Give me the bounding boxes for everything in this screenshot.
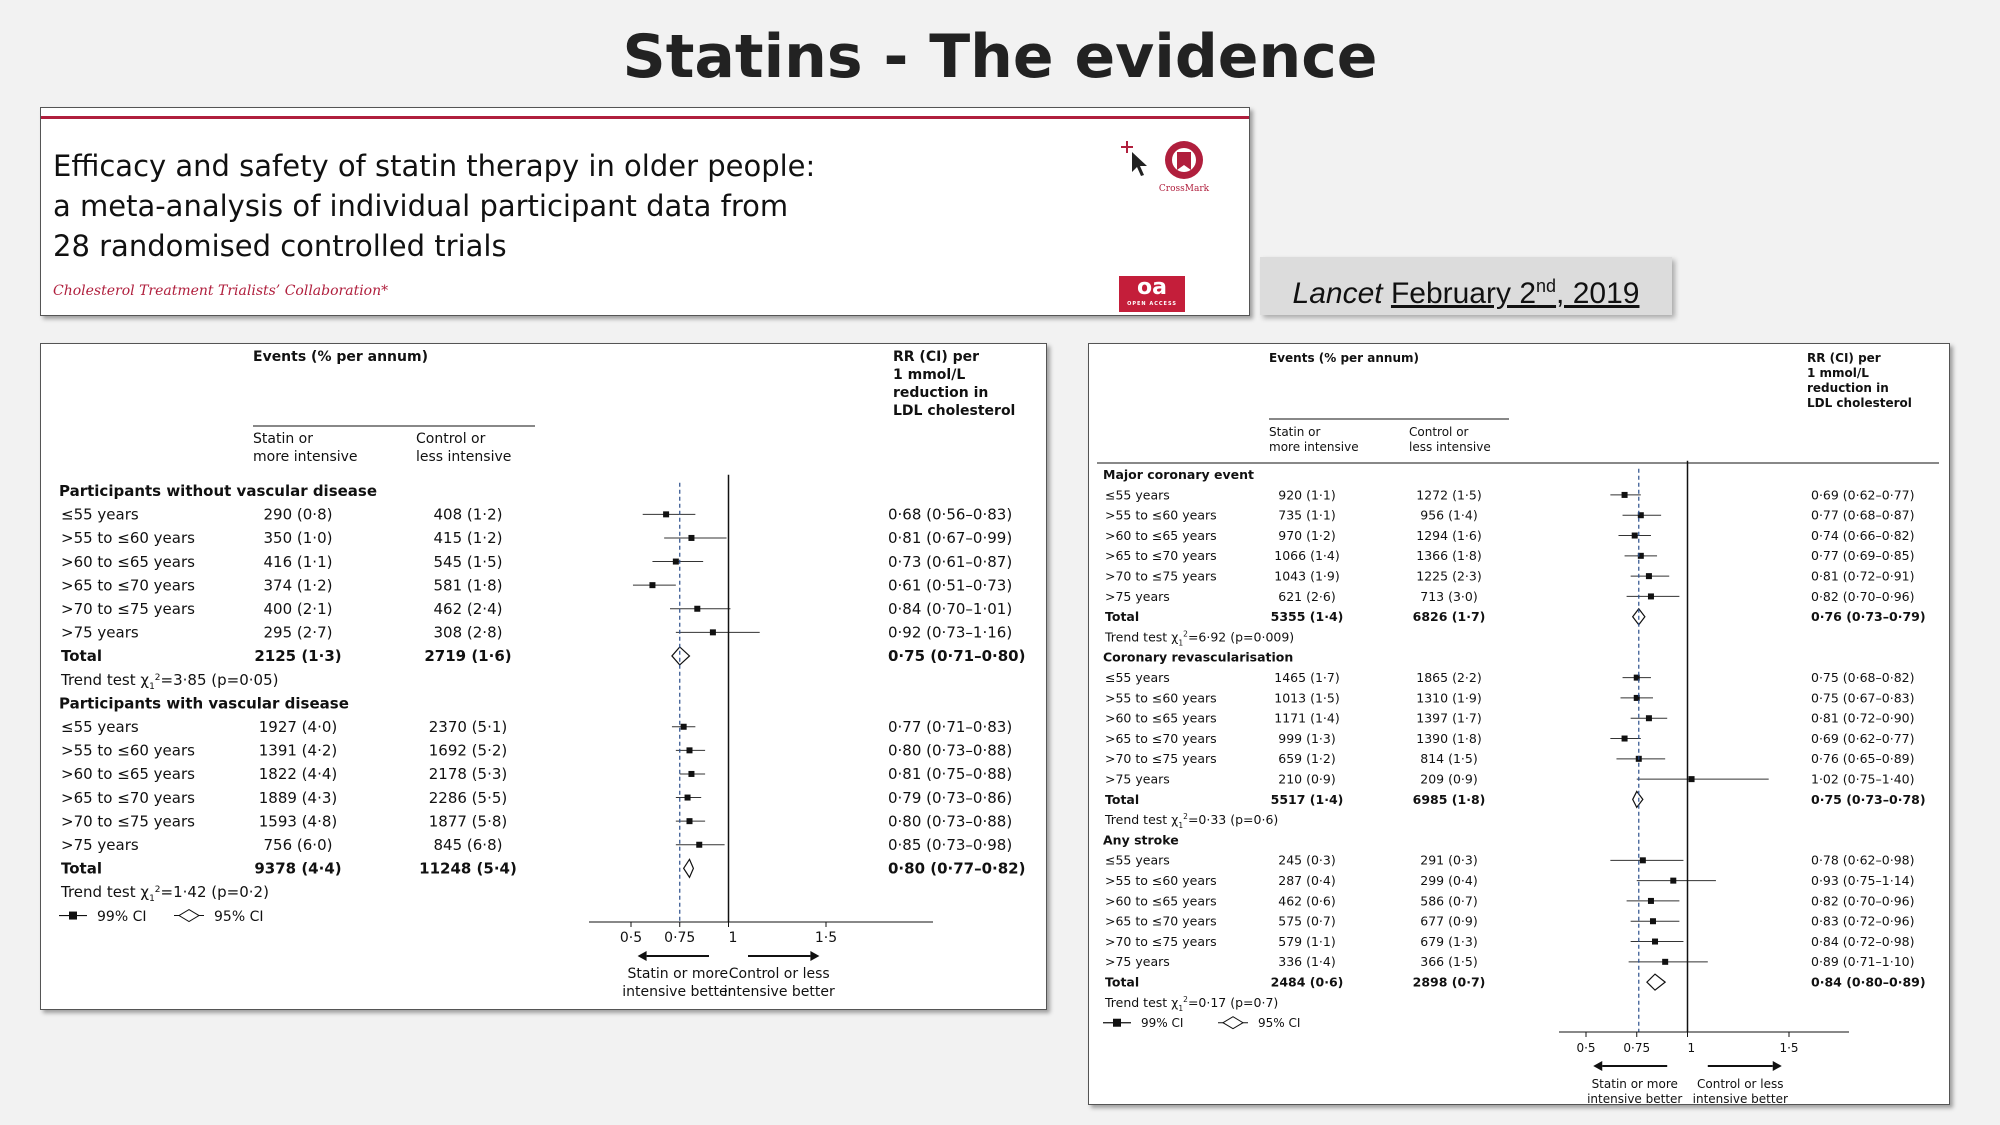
statin-events: 336 (1·4): [1278, 954, 1336, 970]
group-heading: Coronary revascularisation: [1103, 649, 1294, 665]
statin-events: 416 (1·1): [263, 552, 333, 571]
rr-value: 0·76 (0·65–0·89): [1811, 751, 1915, 767]
estimate-box: [687, 747, 693, 753]
total-rr-value: 0·84 (0·80–0·89): [1811, 974, 1926, 990]
total-statin-events: 2125 (1·3): [254, 647, 342, 666]
control-events: 415 (1·2): [433, 529, 503, 548]
total-label: Total: [1105, 791, 1140, 807]
statin-events: 295 (2·7): [263, 623, 333, 642]
citation-journal: Lancet: [1292, 277, 1383, 310]
statin-events: 920 (1·1): [1278, 487, 1336, 503]
statin-events: 1171 (1·4): [1274, 710, 1340, 726]
row-label: ≤55 years: [1105, 852, 1170, 868]
control-events: 545 (1·5): [433, 552, 503, 571]
estimate-box: [649, 582, 655, 588]
rr-value: 0·69 (0·62–0·77): [1811, 487, 1915, 503]
total-statin-events: 2484 (0·6): [1270, 974, 1344, 990]
legend-95-diamond: [179, 910, 199, 922]
row-label: >65 to ≤70 years: [1105, 730, 1217, 746]
accent-rule: [41, 116, 1249, 119]
row-label: >75 years: [1105, 954, 1170, 970]
column-header-control: Control or: [1409, 425, 1469, 439]
total-rr-value: 0·80 (0·77–0·82): [888, 859, 1026, 878]
row-label: >65 to ≤70 years: [1105, 548, 1217, 564]
row-label: >55 to ≤60 years: [1105, 690, 1217, 706]
legend-99-box: [69, 912, 77, 920]
rr-value: 0·75 (0·67–0·83): [1811, 690, 1915, 706]
row-label: >65 to ≤70 years: [1105, 913, 1217, 929]
rr-value: 1·02 (0·75–1·40): [1811, 771, 1915, 787]
total-control-events: 2719 (1·6): [424, 647, 512, 666]
rr-value: 0·81 (0·72–0·90): [1811, 710, 1915, 726]
control-events: 713 (3·0): [1420, 588, 1478, 604]
oa-label: oa: [1137, 275, 1167, 300]
x-tick-label: 0·5: [1576, 1041, 1596, 1055]
rr-header-line: RR (CI) per: [1807, 351, 1881, 365]
legend-95-label: 95% CI: [214, 908, 264, 925]
x-tick-label: 0·75: [1623, 1041, 1651, 1055]
rr-value: 0·85 (0·73–0·98): [888, 836, 1013, 854]
statin-events: 210 (0·9): [1278, 771, 1336, 787]
estimate-box: [694, 606, 700, 612]
total-rr-value: 0·75 (0·71–0·80): [888, 647, 1026, 666]
control-events: 1366 (1·8): [1416, 548, 1482, 564]
row-label: >60 to ≤65 years: [61, 552, 195, 571]
citation-box: [1260, 257, 1672, 315]
estimate-box: [688, 535, 694, 541]
rr-value: 0·92 (0·73–1·16): [888, 623, 1013, 642]
paper-header-card: [40, 107, 1250, 316]
rr-value: 0·84 (0·70–1·01): [888, 600, 1013, 618]
forest-plot-panel-right: [1088, 343, 1950, 1105]
rr-value: 0·78 (0·62–0·98): [1811, 852, 1915, 868]
forest-plot-panel-left: [40, 343, 1047, 1010]
control-events: 2178 (5·3): [428, 765, 508, 784]
row-label: >70 to ≤75 years: [1105, 751, 1217, 767]
estimate-box: [696, 842, 702, 848]
forest-plot-right: [1089, 344, 1949, 1104]
x-tick-label: 1·5: [814, 930, 838, 946]
rr-value: 0·69 (0·62–0·77): [1811, 730, 1915, 746]
control-events: 1390 (1·8): [1416, 730, 1482, 746]
rr-header-line: 1 mmol/L: [893, 367, 966, 383]
control-events: 291 (0·3): [1420, 852, 1478, 868]
row-label: >65 to ≤70 years: [61, 576, 195, 595]
row-label: >55 to ≤60 years: [61, 529, 195, 548]
favours-left-arrowhead: [638, 951, 647, 961]
control-events: 1294 (1·6): [1416, 527, 1482, 543]
statin-events: 1927 (4·0): [258, 718, 338, 736]
rr-header-line: reduction in: [893, 385, 989, 401]
column-header-statin: Statin or: [253, 431, 313, 447]
oa-sublabel: OPEN ACCESS: [1127, 301, 1177, 307]
slide-title: Statins - The evidence: [622, 22, 1378, 92]
row-label: >55 to ≤60 years: [1105, 507, 1217, 523]
rr-value: 0·82 (0·70–0·96): [1811, 588, 1915, 604]
favours-left-label: intensive better: [622, 984, 734, 1000]
total-rr-value: 0·75 (0·73–0·78): [1811, 791, 1926, 807]
control-events: 299 (0·4): [1420, 873, 1478, 888]
control-events: 366 (1·5): [1420, 954, 1478, 970]
open-access-badge: [1119, 276, 1185, 312]
row-label: >60 to ≤65 years: [1105, 527, 1217, 543]
statin-events: 374 (1·2): [263, 576, 333, 595]
rr-value: 0·93 (0·75–1·14): [1811, 873, 1915, 888]
column-header-control: less intensive: [1409, 440, 1491, 454]
citation-date: [1391, 277, 1640, 310]
column-header-statin: Statin or: [1269, 425, 1321, 439]
statin-events: 1822 (4·4): [258, 765, 338, 784]
total-control-events: 6985 (1·8): [1412, 791, 1486, 807]
estimate-box: [1689, 776, 1695, 782]
forest-plot-left: [41, 344, 1046, 1009]
row-label: >55 to ≤60 years: [1105, 873, 1217, 888]
control-events: 1865 (2·2): [1416, 670, 1482, 685]
statin-events: 999 (1·3): [1278, 730, 1336, 746]
statin-events: 462 (0·6): [1278, 893, 1336, 909]
paper-authors: Cholesterol Treatment Trialists’ Collaboration*: [53, 283, 389, 299]
estimate-box: [1648, 898, 1654, 904]
row-label: ≤55 years: [1105, 487, 1170, 503]
legend-99-label: 99% CI: [1141, 1016, 1184, 1031]
row-label: >60 to ≤65 years: [1105, 893, 1217, 909]
row-label: >55 to ≤60 years: [61, 741, 195, 760]
estimate-box: [663, 511, 669, 517]
row-label: >70 to ≤75 years: [61, 812, 195, 831]
control-events: 308 (2·8): [433, 623, 503, 642]
rr-value: 0·79 (0·73–0·86): [888, 788, 1013, 807]
statin-events: 579 (1·1): [1278, 933, 1336, 949]
estimate-box: [1622, 492, 1628, 498]
estimate-box: [1652, 939, 1658, 945]
statin-events: 1066 (1·4): [1274, 548, 1340, 564]
statin-events: 575 (0·7): [1278, 913, 1336, 929]
rr-value: 0·81 (0·72–0·91): [1811, 568, 1915, 584]
trend-test: Trend test $\chi_1^2=1\cdot 42$ (p=0·2): [61, 883, 269, 905]
row-label: >60 to ≤65 years: [61, 765, 195, 784]
rr-value: 0·83 (0·72–0·96): [1811, 913, 1915, 929]
x-tick-label: 1: [728, 930, 738, 946]
favours-right-arrowhead: [810, 951, 819, 961]
estimate-box: [1622, 736, 1628, 742]
trend-test: Trend test $\chi_1^2=0\cdot 17$ (p=0·7): [1105, 994, 1279, 1013]
favours-right-label: intensive better: [723, 984, 835, 1000]
rr-value: 0·74 (0·66–0·82): [1811, 527, 1915, 543]
control-events: 581 (1·8): [433, 576, 503, 595]
rr-value: 0·68 (0·56–0·83): [888, 505, 1013, 524]
statin-events: 1043 (1·9): [1274, 568, 1340, 584]
legend-99-label: 99% CI: [97, 908, 147, 925]
favours-left-label: intensive better: [1587, 1092, 1683, 1104]
estimate-box: [673, 559, 679, 565]
statin-events: 290 (0·8): [263, 505, 333, 524]
trend-test: Trend test $\chi_1^2=0\cdot 33$ (p=0·6): [1105, 812, 1279, 831]
control-events: 586 (0·7): [1420, 893, 1478, 909]
events-header: Events (% per annum): [1269, 351, 1419, 365]
citation-date-year: , 2019: [1556, 277, 1640, 310]
control-events: 814 (1·5): [1420, 751, 1478, 767]
rr-value: 0·77 (0·68–0·87): [1811, 507, 1915, 523]
control-events: 2286 (5·5): [428, 788, 508, 807]
group-heading: Major coronary event: [1103, 467, 1254, 482]
column-header-control: less intensive: [416, 449, 512, 465]
statin-events: 621 (2·6): [1278, 588, 1336, 604]
favours-right-arrowhead: [1773, 1061, 1782, 1071]
statin-events: 1013 (1·5): [1274, 690, 1340, 706]
total-label: Total: [61, 647, 102, 666]
estimate-box: [1650, 918, 1656, 924]
rr-header-line: LDL cholesterol: [893, 403, 1016, 419]
total-control-events: 11248 (5·4): [419, 859, 517, 878]
estimate-box: [1640, 857, 1646, 863]
control-events: 408 (1·2): [433, 505, 503, 524]
row-label: >70 to ≤75 years: [1105, 933, 1217, 949]
rr-value: 0·80 (0·73–0·88): [888, 741, 1013, 760]
favours-left-arrowhead: [1593, 1061, 1602, 1071]
row-label: >75 years: [1105, 771, 1170, 787]
total-diamond: [1633, 791, 1643, 807]
estimate-box: [1662, 959, 1668, 965]
control-events: 1692 (5·2): [428, 741, 508, 760]
statin-events: 659 (1·2): [1278, 751, 1336, 767]
paper-title: [53, 146, 1013, 266]
total-statin-events: 9378 (4·4): [254, 859, 342, 878]
crossmark-icon[interactable]: [1116, 138, 1216, 198]
total-statin-events: 5355 (1·4): [1270, 609, 1344, 625]
statin-events: 735 (1·1): [1278, 507, 1336, 523]
statin-events: 1391 (4·2): [258, 741, 338, 760]
control-events: 2370 (5·1): [428, 718, 508, 736]
row-label: >65 to ≤70 years: [61, 788, 195, 807]
statin-events: 287 (0·4): [1278, 873, 1336, 888]
estimate-box: [685, 795, 691, 801]
estimate-box: [688, 771, 694, 777]
estimate-box: [1670, 878, 1676, 884]
estimate-box: [1646, 573, 1652, 579]
rr-header-line: LDL cholesterol: [1807, 396, 1912, 410]
column-header-control: Control or: [416, 431, 486, 447]
control-events: 1272 (1·5): [1416, 487, 1482, 503]
control-events: 845 (6·8): [433, 836, 503, 854]
total-diamond: [684, 859, 694, 877]
control-events: 679 (1·3): [1420, 933, 1478, 949]
trend-test: Trend test $\chi_1^2=3\cdot 85$ (p=0·05): [61, 670, 279, 692]
rr-value: 0·89 (0·71–1·10): [1811, 954, 1915, 970]
row-label: ≤55 years: [61, 505, 139, 524]
statin-events: 970 (1·2): [1278, 527, 1336, 543]
row-label: >75 years: [61, 836, 139, 854]
estimate-box: [687, 818, 693, 824]
favours-left-label: Statin or more: [627, 966, 729, 982]
paper-title-line: 28 randomised controlled trials: [53, 229, 507, 263]
group-heading: Participants without vascular disease: [59, 482, 378, 500]
statin-events: 245 (0·3): [1278, 852, 1336, 868]
x-tick-label: 1: [1687, 1041, 1696, 1055]
rr-value: 0·84 (0·72–0·98): [1811, 933, 1915, 949]
statin-events: 756 (6·0): [263, 836, 333, 854]
legend-95-diamond: [1223, 1017, 1243, 1029]
legend-99-box: [1113, 1019, 1121, 1027]
rr-header-line: RR (CI) per: [893, 349, 980, 365]
favours-right-label: intensive better: [1692, 1092, 1788, 1104]
total-diamond: [672, 647, 690, 665]
row-label: ≤55 years: [1105, 670, 1170, 685]
legend-95-label: 95% CI: [1258, 1016, 1301, 1031]
rr-value: 0·77 (0·69–0·85): [1811, 548, 1915, 564]
control-events: 209 (0·9): [1420, 771, 1478, 787]
total-label: Total: [1105, 609, 1140, 625]
statin-events: 350 (1·0): [263, 529, 333, 548]
total-control-events: 2898 (0·7): [1412, 974, 1486, 990]
control-events: 956 (1·4): [1420, 507, 1478, 523]
rr-value: 0·61 (0·51–0·73): [888, 576, 1013, 595]
control-events: 1225 (2·3): [1416, 568, 1482, 584]
control-events: 462 (2·4): [433, 600, 503, 618]
row-label: >70 to ≤75 years: [1105, 568, 1217, 584]
statin-events: 1465 (1·7): [1274, 670, 1340, 685]
x-tick-label: 1·5: [1779, 1041, 1799, 1055]
favours-right-label: Control or less: [1697, 1077, 1784, 1091]
statin-events: 1889 (4·3): [258, 788, 338, 807]
x-tick-label: 0·5: [619, 930, 643, 946]
total-label: Total: [1105, 974, 1140, 990]
row-label: ≤55 years: [61, 718, 139, 736]
paper-title-line: a meta-analysis of individual participant data from: [53, 189, 789, 223]
statin-events: 1593 (4·8): [258, 812, 338, 831]
group-heading: Any stroke: [1103, 832, 1179, 848]
favours-left-label: Statin or more: [1591, 1077, 1678, 1091]
events-header: Events (% per annum): [253, 349, 428, 365]
column-header-statin: more intensive: [253, 449, 358, 465]
estimate-box: [1648, 593, 1654, 599]
rr-value: 0·80 (0·73–0·88): [888, 812, 1013, 831]
row-label: >60 to ≤65 years: [1105, 710, 1217, 726]
rr-value: 0·75 (0·68–0·82): [1811, 670, 1915, 685]
total-rr-value: 0·76 (0·73–0·79): [1811, 609, 1926, 625]
control-events: 677 (0·9): [1420, 913, 1478, 929]
statin-events: 400 (2·1): [263, 600, 333, 618]
trend-test: Trend test $\chi_1^2=6\cdot 92$ (p=0·009): [1105, 629, 1295, 648]
total-control-events: 6826 (1·7): [1412, 609, 1486, 625]
estimate-box: [681, 724, 687, 730]
row-label: >75 years: [61, 623, 139, 642]
control-events: 1310 (1·9): [1416, 690, 1482, 706]
column-header-statin: more intensive: [1269, 440, 1359, 454]
total-diamond: [1647, 974, 1665, 990]
rr-value: 0·77 (0·71–0·83): [888, 718, 1013, 736]
rr-value: 0·81 (0·75–0·88): [888, 765, 1013, 784]
rr-value: 0·81 (0·67–0·99): [888, 529, 1013, 548]
rr-value: 0·73 (0·61–0·87): [888, 552, 1013, 571]
row-label: >70 to ≤75 years: [61, 600, 195, 618]
estimate-box: [1632, 533, 1638, 539]
total-statin-events: 5517 (1·4): [1270, 791, 1344, 807]
group-heading: Participants with vascular disease: [59, 694, 349, 713]
rr-header-line: 1 mmol/L: [1807, 366, 1869, 380]
row-label: >75 years: [1105, 588, 1170, 604]
favours-right-label: Control or less: [728, 966, 830, 982]
rr-value: 0·82 (0·70–0·96): [1811, 893, 1915, 909]
paper-title-line: Efficacy and safety of statin therapy in older people:: [53, 149, 816, 183]
x-tick-label: 0·75: [664, 930, 696, 946]
crossmark-label: CrossMark: [1158, 184, 1210, 194]
total-label: Total: [61, 859, 102, 878]
estimate-box: [1646, 715, 1652, 721]
control-events: 1397 (1·7): [1416, 710, 1482, 726]
rr-header-line: reduction in: [1807, 381, 1889, 395]
estimate-box: [710, 629, 716, 635]
control-events: 1877 (5·8): [428, 812, 508, 831]
citation-date-main: February 2: [1390, 277, 1537, 310]
citation-date-suffix: nd: [1536, 276, 1557, 296]
